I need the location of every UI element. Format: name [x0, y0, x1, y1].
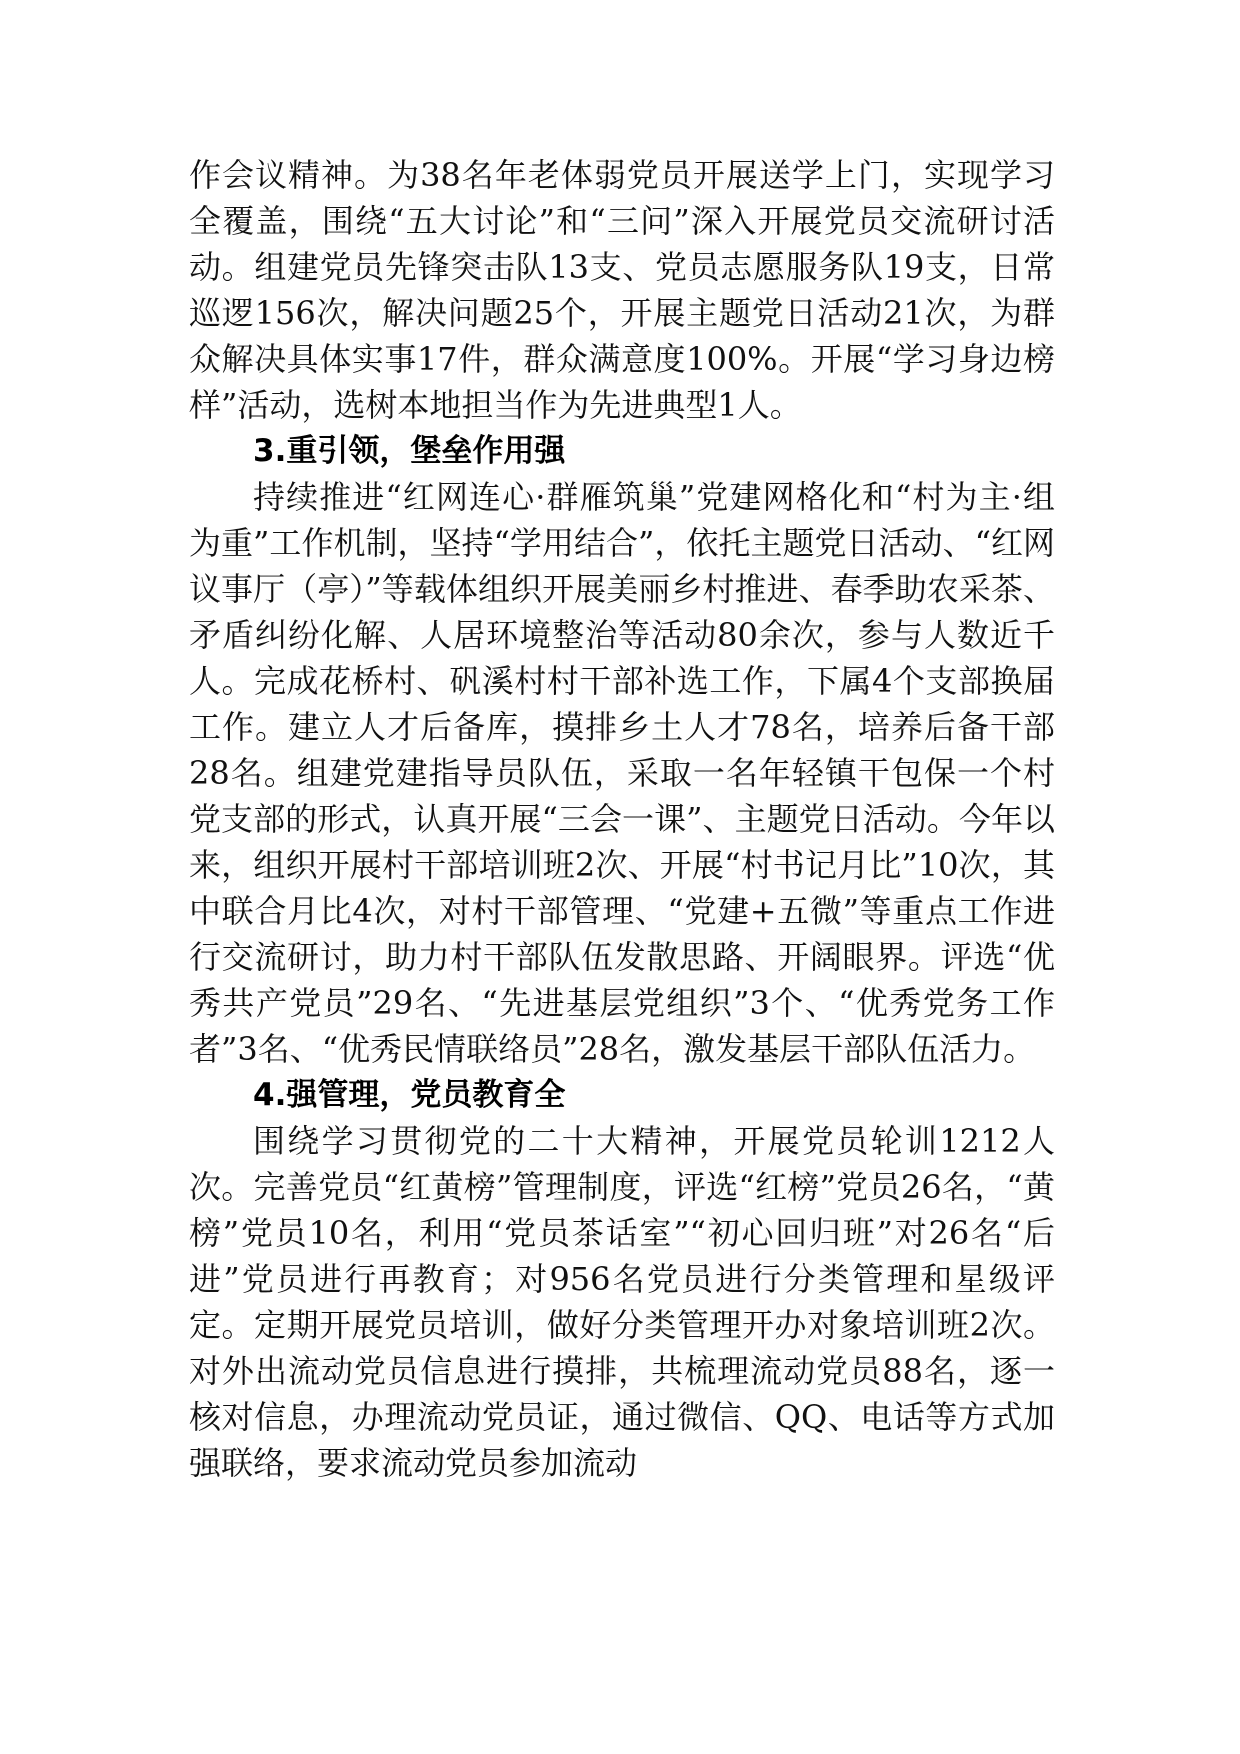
section-heading-4: 4.强管理，党员教育全 — [253, 1077, 566, 1113]
paragraph-intro: 作会议精神。为38名年老体弱党员开展送学上门，实现学习全覆盖，围绕“五大讨论”和“三问”深入开展党员交流研讨活动。组建党员先锋突击队13支、党员志愿服务队19支，日常巡逻156次，解决问题25个，开展主题党日活动21次，为群众解决具体实事17件，群众满意度100%。开展“学习身边榜样”活动，选树本地担当作为先进典型1人。 — [189, 156, 1055, 424]
document-page — [189, 152, 1055, 1486]
paragraph-section-4: 围绕学习贯彻党的二十大精神，开展党员轮训1212人次。完善党员“红黄榜”管理制度，评选“红榜”党员26名，“黄榜”党员10名，利用“党员茶话室”“初心回归班”对26名“后进”党员进行再教育；对956名党员进行分类管理和星级评定。定期开展党员培训，做好分类管理开办对象培训班2次。对外出流动党员信息进行摸排，共梳理流动党员88名，逐一核对信息，办理流动党员证，通过微信、QQ、电话等方式加强联络，要求流动党员参加流动 — [189, 1122, 1055, 1482]
paragraph-section-3: 持续推进“红网连心·群雁筑巢”党建网格化和“村为主·组为重”工作机制，坚持“学用结合”，依托主题党日活动、“红网议事厅（亭）”等载体组织开展美丽乡村推进、春季助农采茶、矛盾纠纷化解、人居环境整治等活动80余次，参与人数近千人。完成花桥村、矾溪村村干部补选工作，下属4个支部换届工作。建立人才后备库，摸排乡土人才78名，培养后备干部28名。组建党建指导员队伍，采取一名年轻镇干包保一个村党支部的形式，认真开展“三会一课”、主题党日活动。今年以来，组织开展村干部培训班2次、开展“村书记月比”10次，其中联合月比4次，对村干部管理、“党建+五微”等重点工作进行交流研讨，助力村干部队伍发散思路、开阔眼界。评选“优秀共产党员”29名、“先进基层党组织”3个、“优秀党务工作者”3名、“优秀民情联络员”28名，激发基层干部队伍活力。 — [189, 478, 1055, 1068]
section-heading-3: 3.重引领，堡垒作用强 — [253, 433, 566, 469]
